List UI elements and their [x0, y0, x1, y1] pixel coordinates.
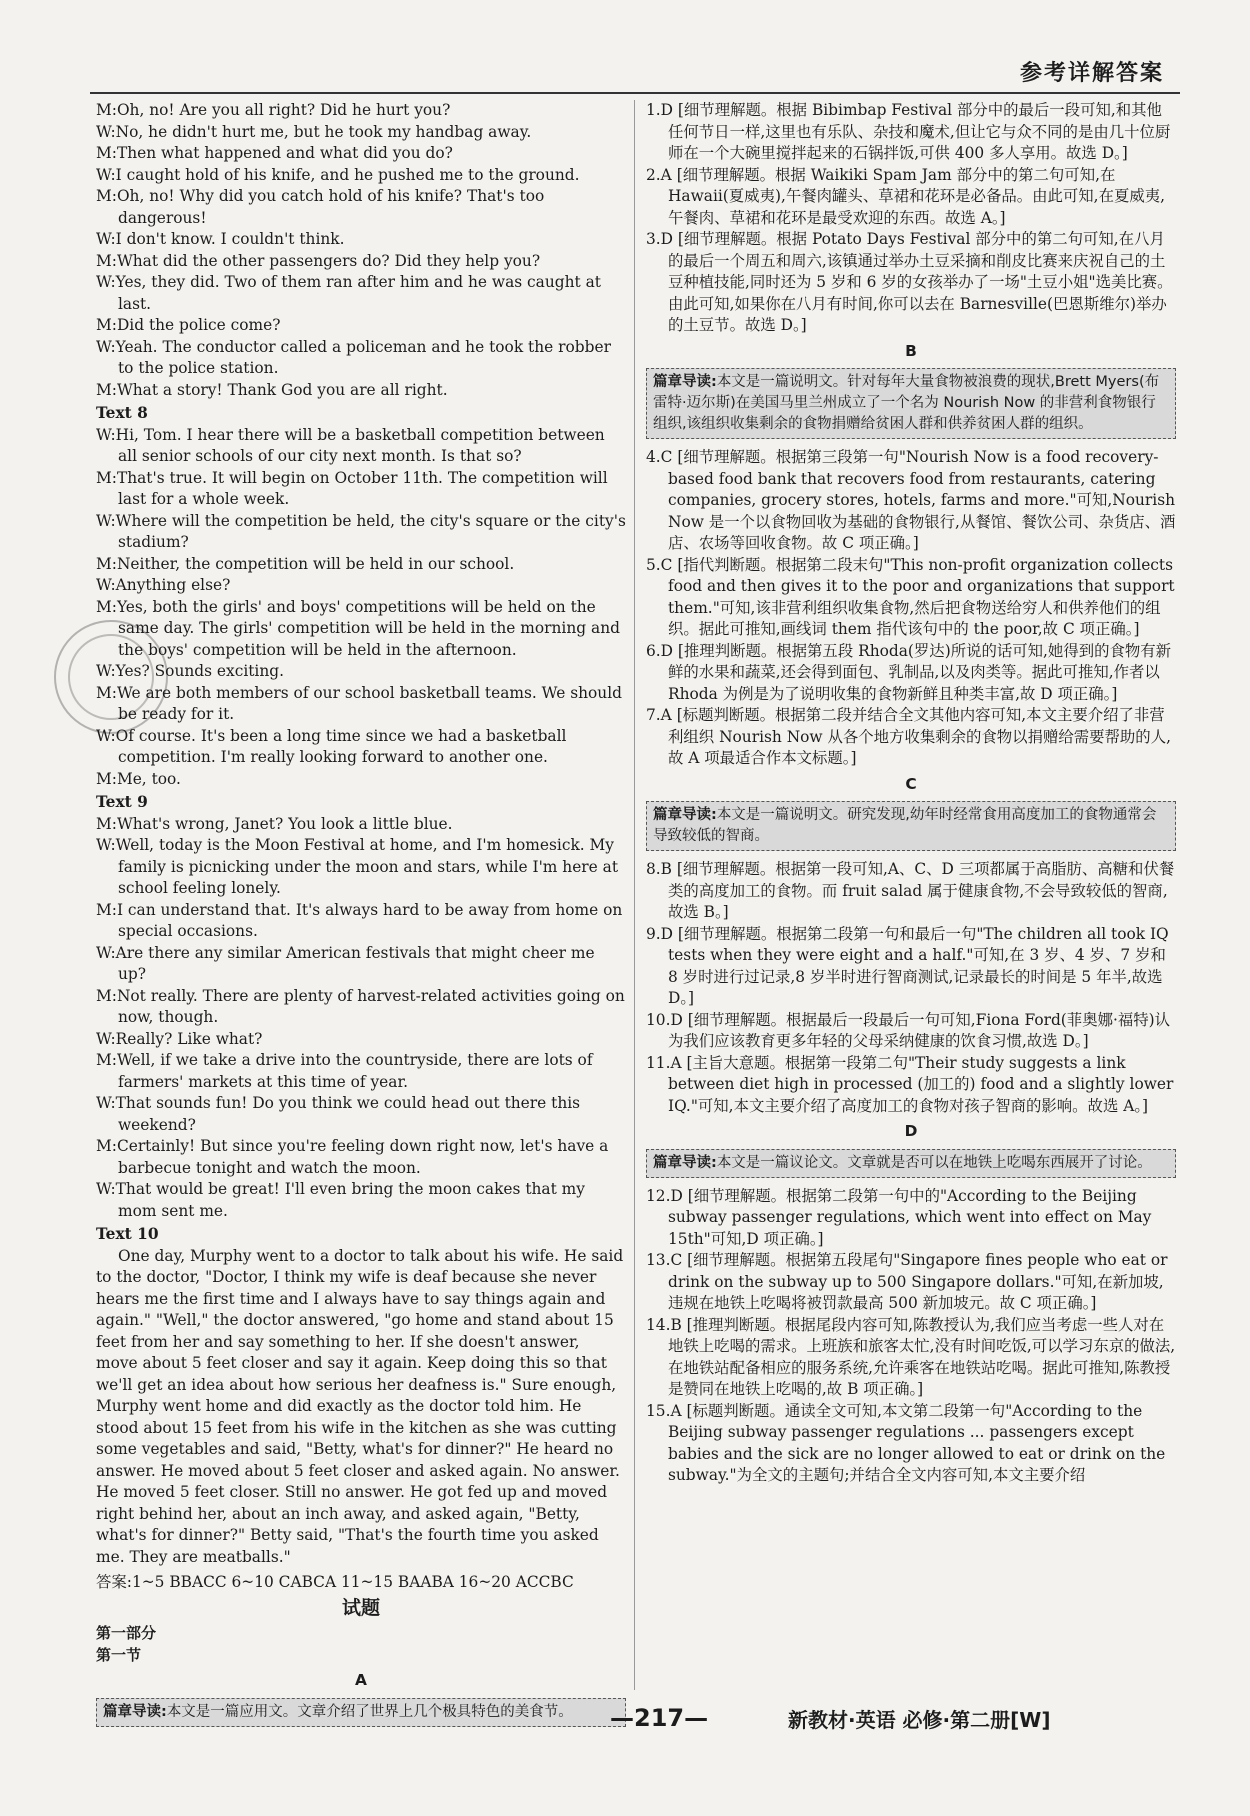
dialogue-line: W:That would be great! I'll even bring the moon cakes that my mom sent me. [96, 1180, 585, 1220]
answer-item: 1.D [细节理解题。根据 Bibimbap Festival 部分中的最后一段可知,和其他任何节日一样,这里也有乐队、杂技和魔术,但让它与众不同的是由几十位厨师在一个大碗里搅拌起来的石锅拌饭,可供 400 多人享用。故选 D。] [646, 101, 1171, 162]
answer-key: 答案:1~5 BBACC 6~10 CABCA 11~15 BAABA 16~20 ACCBC [96, 1573, 574, 1591]
dialogue-line: M:Yes, both the girls' and boys' competitions will be held on the same day. The girls' competition will be held in the morning and the boys' competition will be held in the afternoon. [96, 597, 620, 659]
answer-item: 13.C [细节理解题。根据第五段尾句"Singapore fines people who eat or drink on the subway up to 500 Singapore dollars."可知,在新加坡,违规在地铁上吃喝将被罚款最高 500 新加坡元。故 C 项正确。] [646, 1251, 1168, 1312]
dialogue-line: W:Really? Like what? [96, 1029, 263, 1048]
dialogue-line: M:Me, too. [96, 769, 181, 788]
passage-label-a: A [355, 1671, 367, 1689]
answer-item: 9.D [细节理解题。根据第二段第一句和最后一句"The children all took IQ tests when they were eight and a half."可知,在 3 岁、4 岁、7 岁和 8 岁时进行过记录,8 岁半时进行智商测试,记录最长的时间是 5 年半,故选 D。] [646, 924, 1169, 1007]
dialogue-line: M:What did the other passengers do? Did they help you? [96, 251, 541, 270]
guide-label: 篇章导读: [653, 374, 717, 390]
dialogue-line: M:What a story! Thank God you are all right. [96, 380, 448, 399]
header-rule [90, 92, 1180, 94]
page-number: —217— [610, 1704, 709, 1732]
dialogue-line: W:Anything else? [96, 576, 231, 594]
dialogue-line: M:We are both members of our school basketball teams. We should be ready for it. [96, 683, 622, 723]
answer-item: 7.A [标题判断题。根据第二段并结合全文其他内容可知,本文主要介绍了非营利组织 Nourish Now 从各个地方收集剩余的食物以捐赠给需要帮助的人,故 A 项最适合作本文标题。] [646, 706, 1171, 767]
guide-text: 本文是一篇应用文。文章介绍了世界上几个极具特色的美食节。 [166, 1703, 573, 1720]
answer-item: 3.D [细节理解题。根据 Potato Days Festival 部分中的第二句可知,在八月的最后一个周五和周六,该镇通过举办土豆采摘和削皮比赛来庆祝自己的土豆种植技能,同时还为 5 岁和 6 岁的女孩举办了一场"土豆小姐"选美比赛。由此可知,如果你在八月有时间,你可以去在 Barnesville(巴恩斯维尔)举办的土豆节。故选 D。] [646, 230, 1173, 334]
answer-item: 15.A [标题判断题。通读全文可知,本文第二段第一句"According to the Beijing subway passenger regulations ... passengers except babies and the sick are no longer allowed to eat or drink on the subway."为全文的主题句;并结合全文内容可知,本文主要介绍 [646, 1401, 1166, 1484]
dialogue-line: M:Certainly! But since you're feeling down right now, let's have a barbecue tonight and watch the moon. [96, 1137, 609, 1177]
right-column [646, 100, 1176, 1487]
dialogue-line: W:Well, today is the Moon Festival at home, and I'm homesick. My family is picnicking under the moon and stars, while I'm here at school feeling lonely. [96, 836, 619, 897]
answer-item: 4.C [细节理解题。根据第三段第一句"Nourish Now is a food recovery-based food bank that recovers food from restaurants, catering companies, grocery stores, hotels, farms and more."可知,Nourish Now 是一个以食物回收为基础的食物银行,从餐馆、餐饮公司、杂货店、酒店、农场等回收食物。故 C 项正确。] [646, 448, 1176, 552]
text-10-passage: One day, Murphy went to a doctor to talk about his wife. He said to the doctor, "Doctor, I think my wife is deaf because she never hears me the first time and I always have to say things again and again." "Well," the doctor answered, "go home and stand about 15 feet from her and say something to her. If she doesn't answer, move about 5 feet closer and say it again. Keep doing this so that we'll get an idea about how serious her deafness is." Sure enough, Murphy went home and did exactly as the doctor told him. He stood about 15 feet from his wife in the kitchen as she was cutting some vegetables and said, "Betty, what's for dinner?" He heard no answer. He moved about 5 feet closer and asked again. No answer. He moved 5 feet closer. Still no answer. He got fed up and moved right behind her, about an inch away, and asked again, "Betty, what's for dinner?" Betty said, "That's the fourth time you asked me. They are meatballs." [96, 1246, 624, 1566]
passage-guide-d [646, 1149, 1176, 1178]
guide-text: 本文是一篇说明文。研究发现,幼年时经常食用高度加工的食物通常会导致较低的智商。 [653, 807, 1157, 844]
dialogue-line: M:Oh, no! Why did you catch hold of his knife? That's too dangerous! [96, 187, 545, 227]
column-divider [634, 100, 635, 1690]
dialogue-line: W:That sounds fun! Do you think we could head out there this weekend? [96, 1094, 581, 1134]
passage-guide-b [646, 368, 1176, 439]
guide-text: 本文是一篇议论文。文章就是否可以在地铁上吃喝东西展开了讨论。 [716, 1154, 1152, 1171]
answer-item: 2.A [细节理解题。根据 Waikiki Spam Jam 部分中的第二句可知,在 Hawaii(夏威夷),午餐肉罐头、草裙和花环是必备品。由此可知,在夏威夷,午餐肉、草裙和花环是最受欢迎的东西。故选 A。] [646, 165, 1166, 227]
dialogue-line: M:Well, if we take a drive into the countryside, there are lots of farmers' markets at this time of year. [96, 1051, 593, 1091]
dialogue-line: M:That's true. It will begin on October 11th. The competition will last for a whole week. [96, 468, 608, 508]
answer-item: 10.D [细节理解题。根据最后一段最后一句可知,Fiona Ford(菲奥娜·福特)认为我们应该教育更多年轻的父母采纳健康的饮食习惯,故选 D。] [646, 1010, 1171, 1050]
page-header-title: 参考详解答案 [1019, 61, 1164, 86]
answer-item: 14.B [推理判断题。根据尾段内容可知,陈教授认为,我们应当考虑一些人对在地铁上吃喝的需求。上班族和旅客太忙,没有时间吃饭,可以学习东京的做法,在地铁站配备相应的服务系统,允许乘客在地铁站吃喝。据此可推知,陈教授是赞同在地铁上吃喝的,故 B 项正确。] [646, 1315, 1176, 1398]
dialogue-line: M:Then what happened and what did you do? [96, 144, 453, 162]
passage-label-c: C [905, 774, 917, 793]
text-10-heading: Text 10 [96, 1225, 159, 1243]
text-8-heading: Text 8 [96, 404, 148, 422]
dialogue-line: M:I can understand that. It's always hard to be away from home on special occasions. [96, 900, 623, 940]
passage-guide-c [646, 801, 1176, 851]
dialogue-line: W:Yeah. The conductor called a policeman and he took the robber to the police station. [96, 337, 611, 377]
answer-item: 11.A [主旨大意题。根据第一段第二句"Their study suggests a link between diet high in processed (加工的) food and a slightly lower IQ."可知,本文主要介绍了高度加工的食物对孩子智商的影响。故选 A。] [646, 1053, 1174, 1115]
guide-text: 本文是一篇说明文。针对每年大量食物被浪费的现状,Brett Myers(布雷特·迈尔斯)在美国马里兰州成立了一个名为 Nourish Now 的非营利食物银行组织,该组织收集剩余的食物捐赠给贫困人群和供养贫困人群的组织。 [653, 374, 1160, 432]
answer-item: 8.B [细节理解题。根据第一段可知,A、C、D 三项都属于高脂肪、高糖和伏餐类的高度加工的食物。而 fruit salad 属于健康食物,不会导致较低的智商,故选 B。] [646, 860, 1175, 921]
passage-label-d: D [904, 1122, 918, 1140]
dialogue-line: M:Oh, no! Are you all right? Did he hurt you? [96, 101, 451, 119]
dialogue-line: W:I caught hold of his knife, and he pushed me to the ground. [96, 165, 580, 184]
book-title: 新教材·英语 必修·第二册[W] [788, 1708, 1051, 1732]
guide-label: 篇章导读: [653, 807, 717, 823]
dialogue-line: M:What's wrong, Janet? You look a little blue. [96, 814, 453, 833]
dialogue-line: W:Where will the competition be held, the city's square or the city's stadium? [96, 511, 626, 551]
dialogue-line: W:Yes, they did. Two of them ran after him and he was caught at last. [96, 273, 601, 313]
dialogue-line: W:Yes? Sounds exciting. [96, 662, 285, 680]
left-column [96, 100, 626, 1735]
dialogue-line: W:Of course. It's been a long time since we had a basketball competition. I'm really looking forward to another one. [96, 726, 567, 766]
dialogue-line: M:Did the police come? [96, 316, 281, 334]
text-9-heading: Text 9 [96, 793, 148, 811]
guide-label: 篇章导读: [103, 1703, 167, 1720]
passage-guide-a [96, 1698, 626, 1727]
dialogue-line: W:Hi, Tom. I hear there will be a basketball competition between all senior schools of our city next month. Is that so? [96, 425, 605, 465]
dialogue-line: W:No, he didn't hurt me, but he took my handbag away. [96, 122, 532, 141]
answer-item: 12.D [细节理解题。根据第二段第一句中的"According to the Beijing subway passenger regulations, which went into effect on May 15th"可知,D 项正确。] [646, 1186, 1152, 1248]
dialogue-line: M:Not really. There are plenty of harvest-related activities going on now, though. [96, 986, 625, 1026]
section-heading: 第一节 [96, 1645, 142, 1664]
guide-label: 篇章导读: [653, 1154, 717, 1171]
passage-label-b: B [905, 341, 917, 360]
dialogue-line: M:Neither, the competition will be held in our school. [96, 554, 515, 573]
answer-item: 5.C [指代判断题。根据第二段末句"This non-profit organization collects food and then gives it to the poor and organizations that support them."可知,该非营利组织收集食物,然后把食物送给穷人和供养他们的组织。据此可推知,画线词 them 指代该句中的 the poor,故 C 项正确。] [646, 555, 1175, 638]
part-heading: 第一部分 [96, 1624, 157, 1642]
answer-item: 6.D [推理判断题。根据第五段 Rhoda(罗达)所说的话可知,她得到的食物有新鲜的水果和蔬菜,还会得到面包、乳制品,以及肉类等。据此可推知,作者以 Rhoda 为例是为了说明收集的食物新鲜且种类丰富,故 D 项正确。] [646, 641, 1172, 703]
dialogue-line: W:I don't know. I couldn't think. [96, 230, 345, 248]
dialogue-line: W:Are there any similar American festivals that might cheer me up? [96, 943, 595, 983]
test-title: 试题 [341, 1596, 380, 1619]
